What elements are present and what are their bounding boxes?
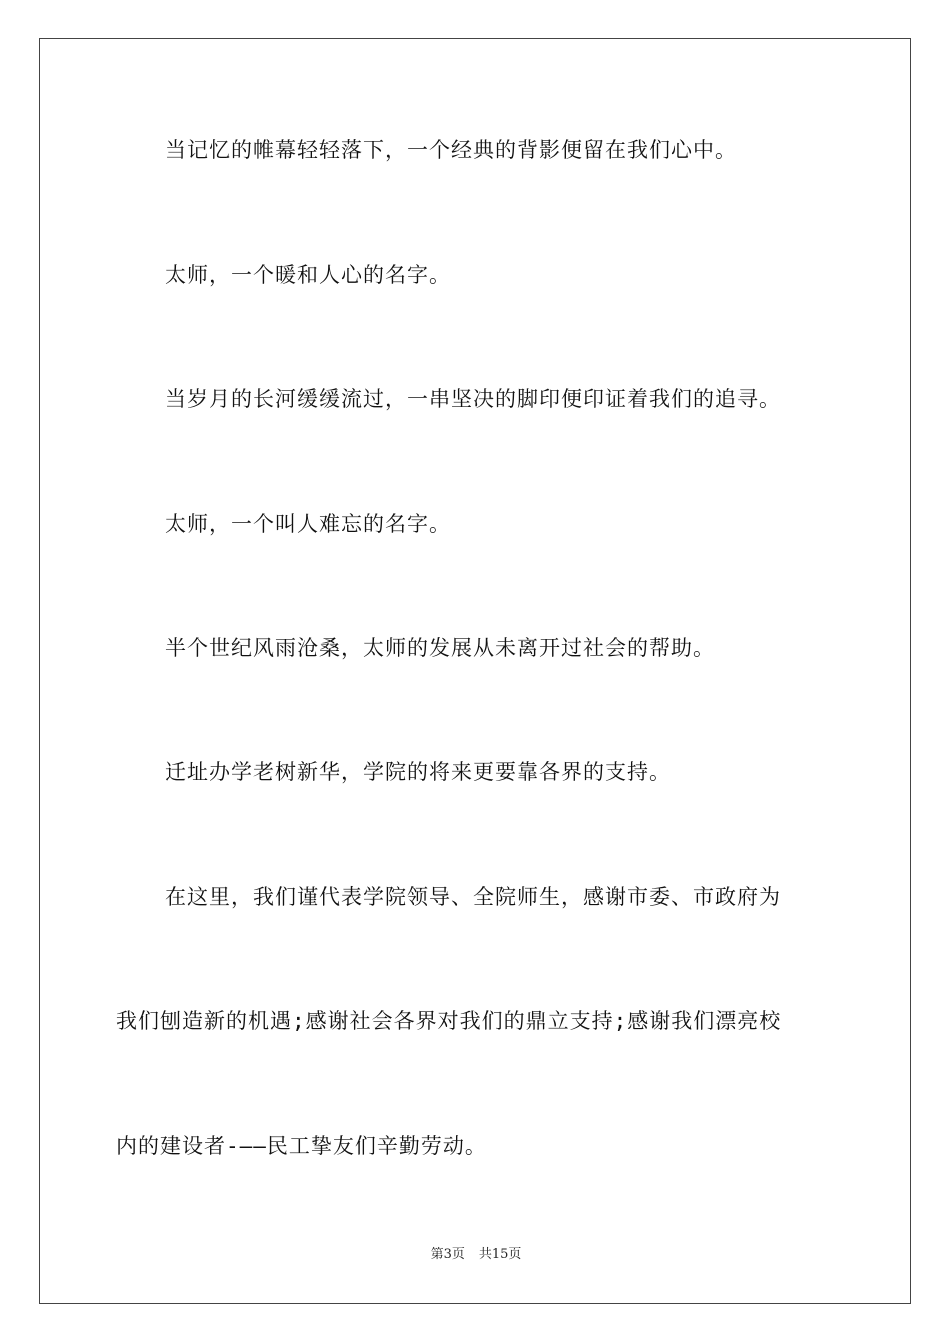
paragraph-1: 当记忆的帷幕轻轻落下，一个经典的背影便留在我们心中。 [165, 138, 737, 162]
paragraph-7-line-1: 在这里，我们谨代表学院领导、全院师生，感谢市委、市政府为 [165, 885, 781, 909]
document-page [39, 38, 911, 1304]
paragraph-4: 太师，一个叫人难忘的名字。 [165, 512, 451, 536]
paragraph-7-line-2: 我们刨造新的机遇;感谢社会各界对我们的鼎立支持;感谢我们漂亮校 [116, 1009, 782, 1033]
paragraph-6: 迁址办学老树新华，学院的将来更要靠各界的支持。 [165, 760, 671, 784]
paragraph-3: 当岁月的长河缓缓流过，一串坚决的脚印便印证着我们的追寻。 [165, 387, 781, 411]
paragraph-7-line-3: 内的建设者-——民工挚友们辛勤劳动。 [116, 1134, 487, 1158]
page-total: 共15页 [478, 1247, 522, 1262]
page-footer [40, 1246, 912, 1264]
page-number: 第3页 [430, 1247, 465, 1262]
paragraph-2: 太师，一个暖和人心的名字。 [165, 263, 451, 287]
paragraph-5: 半个世纪风雨沧桑，太师的发展从未离开过社会的帮助。 [165, 636, 715, 660]
